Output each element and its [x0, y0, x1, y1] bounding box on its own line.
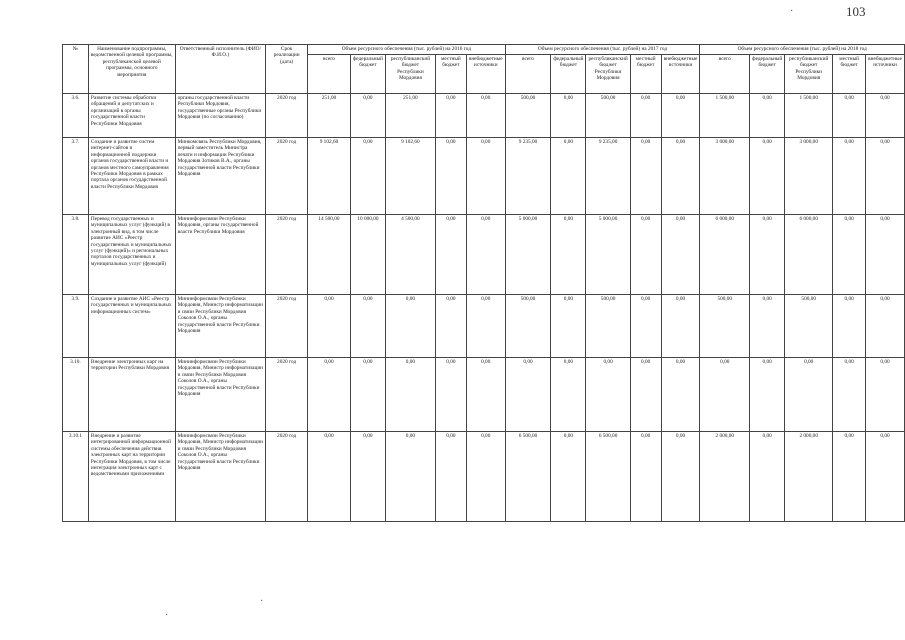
row-amount: 6 000,00: [785, 215, 833, 295]
row-amount: 9 102,60: [385, 138, 435, 215]
page-number: 103: [846, 4, 866, 19]
header-term: Срок реализации (дата): [266, 45, 308, 94]
row-amount: 0,00: [551, 358, 586, 432]
table-row: [63, 94, 905, 138]
scan-speck: ·: [260, 596, 264, 607]
header-federal: федеральный бюджет: [750, 55, 785, 94]
table-row: [63, 215, 905, 295]
header-federal: федеральный бюджет: [551, 55, 586, 94]
row-amount: 0,00: [661, 138, 700, 215]
header-local: местный бюджет: [630, 55, 661, 94]
header-extrabudget: внебюджетные источники: [661, 55, 700, 94]
row-amount: 0,00: [466, 432, 505, 522]
row-amount: 2 000,00: [785, 432, 833, 522]
row-amount: 0,00: [661, 432, 700, 522]
row-amount: 0,00: [551, 215, 586, 295]
row-amount: 0,00: [466, 215, 505, 295]
header-total: всего: [308, 55, 351, 94]
row-amount: 0,00: [630, 358, 661, 432]
row-amount: 0,00: [308, 358, 351, 432]
scan-speck: ·: [790, 6, 794, 17]
row-amount: 500,00: [785, 295, 833, 358]
header-local: местный бюджет: [435, 55, 466, 94]
header-extrabudget: внебюджетные источники: [866, 55, 905, 94]
row-amount: 0,00: [866, 432, 905, 522]
row-number: 3.9.: [63, 295, 89, 358]
row-amount: 500,00: [586, 94, 630, 138]
row-amount: 0,00: [866, 295, 905, 358]
row-amount: 0,00: [385, 358, 435, 432]
row-amount: 0,00: [350, 432, 385, 522]
row-amount: 0,00: [866, 358, 905, 432]
row-amount: 0,00: [551, 94, 586, 138]
budget-table: [62, 44, 905, 522]
row-name: Создание и развитие систем интернет-сайтов и информационной поддержки органов государственной власти и органов местного самоуправления Республики Мордовия в рамках портала органов государственной власти Республики Мордовия: [88, 138, 175, 215]
row-amount: 0,00: [435, 215, 466, 295]
row-responsible: Мининформсвязи Республики Мордовия, Министр информатизации и связи Республики Мордовия Соколов О.А., органы государственной власти Республики Мордовия: [175, 295, 266, 358]
row-number: 3.8.: [63, 215, 89, 295]
row-amount: 0,00: [466, 358, 505, 432]
header-no: №: [63, 45, 89, 94]
row-amount: 0,00: [750, 215, 785, 295]
row-amount: 0,00: [661, 94, 700, 138]
table-row: [63, 295, 905, 358]
row-amount: 0,00: [661, 215, 700, 295]
row-amount: 0,00: [661, 358, 700, 432]
row-amount: 0,00: [833, 358, 866, 432]
row-amount: 0,00: [750, 138, 785, 215]
row-responsible: Мининформсвязи Республики Мордовия, органы государственной власти Республики Мордовия: [175, 215, 266, 295]
header-republican: республиканский бюджет Республики Мордовия: [785, 55, 833, 94]
row-amount: 10 000,00: [350, 215, 385, 295]
header-local: местный бюджет: [833, 55, 866, 94]
row-name: Внедрение и развитие интегрированной информационной системы обеспечения действия электронных карт на территории Республики Мордовия, в том числе интеграция электронных карт с ведомственными приложениями: [88, 432, 175, 522]
row-amount: 0,00: [833, 215, 866, 295]
row-number: 3.10.1: [63, 432, 89, 522]
row-responsible: Мининформсвязи Республики Мордовия, Министр информатизации и связи Республики Мордовия Соколов О.А., органы государственной власти Республики Мордовия: [175, 432, 266, 522]
row-amount: 0,00: [586, 358, 630, 432]
row-amount: 0,00: [385, 295, 435, 358]
row-number: 3.10.: [63, 358, 89, 432]
row-amount: 5 000,00: [586, 215, 630, 295]
header-responsible: Ответственный исполнитель (ФИО/Ф.И.О.): [175, 45, 266, 94]
row-amount: 500,00: [505, 295, 551, 358]
row-term: 2020 год: [266, 215, 308, 295]
table-row: [63, 358, 905, 432]
row-responsible: Мининформсвязи Республики Мордовия, Министр информатизации и связи Республики Мордовия Соколов О.А., органы государственной власти Республики Мордовия: [175, 358, 266, 432]
row-amount: 4 500,00: [385, 215, 435, 295]
row-amount: 0,00: [350, 138, 385, 215]
row-amount: 0,00: [700, 358, 750, 432]
row-amount: 3 000,00: [700, 138, 750, 215]
row-amount: 0,00: [435, 358, 466, 432]
header-name: Наименование подпрограммы, ведомственной целевой программы, республиканской целевой программы, основного мероприятия: [88, 45, 175, 94]
row-amount: 500,00: [586, 295, 630, 358]
row-name: Перевод государственных и муниципальных услуг (функций) в электронный вид, в том числе развитие АИС «Реестр государственных и муниципальных услуг (функций)» и региональных порталов государственных и муниципальных услуг (функций): [88, 215, 175, 295]
row-amount: 0,00: [435, 432, 466, 522]
row-amount: 5 000,00: [505, 215, 551, 295]
row-number: 3.7.: [63, 138, 89, 215]
row-term: 2020 год: [266, 94, 308, 138]
row-amount: 0,00: [435, 138, 466, 215]
row-amount: 1 500,00: [785, 94, 833, 138]
row-amount: 251,00: [385, 94, 435, 138]
row-amount: 0,00: [551, 295, 586, 358]
header-extrabudget: внебюджетные источники: [466, 55, 505, 94]
row-amount: 0,00: [750, 432, 785, 522]
row-term: 2020 год: [266, 138, 308, 215]
header-total: всего: [505, 55, 551, 94]
row-amount: 14 500,00: [308, 215, 351, 295]
row-amount: 0,00: [435, 295, 466, 358]
row-amount: 0,00: [308, 295, 351, 358]
row-amount: 0,00: [833, 295, 866, 358]
header-group-2017: Объем ресурсного обеспечения (тыс. рублей) на 2017 год: [505, 45, 700, 55]
row-amount: 0,00: [866, 94, 905, 138]
scan-speck: ·: [165, 610, 169, 621]
row-amount: 0,00: [385, 432, 435, 522]
row-amount: 0,00: [435, 94, 466, 138]
header-republican: республиканский бюджет Республики Мордовия: [385, 55, 435, 94]
row-amount: 0,00: [661, 295, 700, 358]
row-term: 2020 год: [266, 432, 308, 522]
header-republican: республиканский бюджет Республики Мордовия: [586, 55, 630, 94]
header-group-2018: Объем ресурсного обеспечения (тыс. рублей) на 2018 год: [700, 45, 905, 55]
header-federal: федеральный бюджет: [350, 55, 385, 94]
table-row: [63, 138, 905, 215]
row-amount: 0,00: [551, 432, 586, 522]
row-name: Развитие системы обработки обращений и депутатских и организаций в органы государственной власти Республики Мордовия: [88, 94, 175, 138]
row-amount: 0,00: [630, 215, 661, 295]
row-amount: 0,00: [630, 138, 661, 215]
row-amount: 0,00: [630, 432, 661, 522]
row-amount: 0,00: [866, 215, 905, 295]
row-number: 3.6.: [63, 94, 89, 138]
row-amount: 0,00: [350, 358, 385, 432]
row-amount: 9 235,00: [586, 138, 630, 215]
row-amount: 0,00: [833, 138, 866, 215]
row-amount: 6 500,00: [505, 432, 551, 522]
row-name: Создание и развитие АИС «Реестр государственных и муниципальных информационных систем»: [88, 295, 175, 358]
row-amount: 0,00: [750, 295, 785, 358]
row-term: 2020 год: [266, 295, 308, 358]
row-amount: 0,00: [551, 138, 586, 215]
row-amount: 500,00: [700, 295, 750, 358]
header-total: всего: [700, 55, 750, 94]
row-amount: 0,00: [350, 94, 385, 138]
row-amount: 0,00: [750, 94, 785, 138]
row-amount: 500,00: [505, 94, 551, 138]
row-amount: 0,00: [785, 358, 833, 432]
row-responsible: Минкомсвязь Республики Мордовия, первый заместитель Министра печати и информации Республики Мордовия Зотиков В.А., органы государственной власти Республики Мордовия: [175, 138, 266, 215]
row-amount: 0,00: [505, 358, 551, 432]
row-amount: 0,00: [308, 432, 351, 522]
header-group-2016: Объем ресурсного обеспечения (тыс. рублей) на 2016 год: [308, 45, 506, 55]
row-name: Внедрение электронных карт на территории Республики Мордовия: [88, 358, 175, 432]
row-amount: 9 235,00: [505, 138, 551, 215]
row-amount: 0,00: [466, 138, 505, 215]
row-amount: 2 000,00: [700, 432, 750, 522]
row-amount: 6 500,00: [586, 432, 630, 522]
row-responsible: органы государственной власти Республики Мордовия, государственные органы Республики Мордовия (по согласованию): [175, 94, 266, 138]
row-amount: 0,00: [630, 295, 661, 358]
row-amount: 0,00: [466, 94, 505, 138]
row-amount: 1 500,00: [700, 94, 750, 138]
row-amount: 3 000,00: [785, 138, 833, 215]
row-amount: 0,00: [833, 432, 866, 522]
row-term: 2020 год: [266, 358, 308, 432]
row-amount: 0,00: [466, 295, 505, 358]
row-amount: 0,00: [630, 94, 661, 138]
row-amount: 9 102,60: [308, 138, 351, 215]
row-amount: 0,00: [750, 358, 785, 432]
row-amount: 251,00: [308, 94, 351, 138]
row-amount: 0,00: [866, 138, 905, 215]
row-amount: 0,00: [833, 94, 866, 138]
table-row: [63, 432, 905, 522]
row-amount: 0,00: [350, 295, 385, 358]
row-amount: 6 000,00: [700, 215, 750, 295]
